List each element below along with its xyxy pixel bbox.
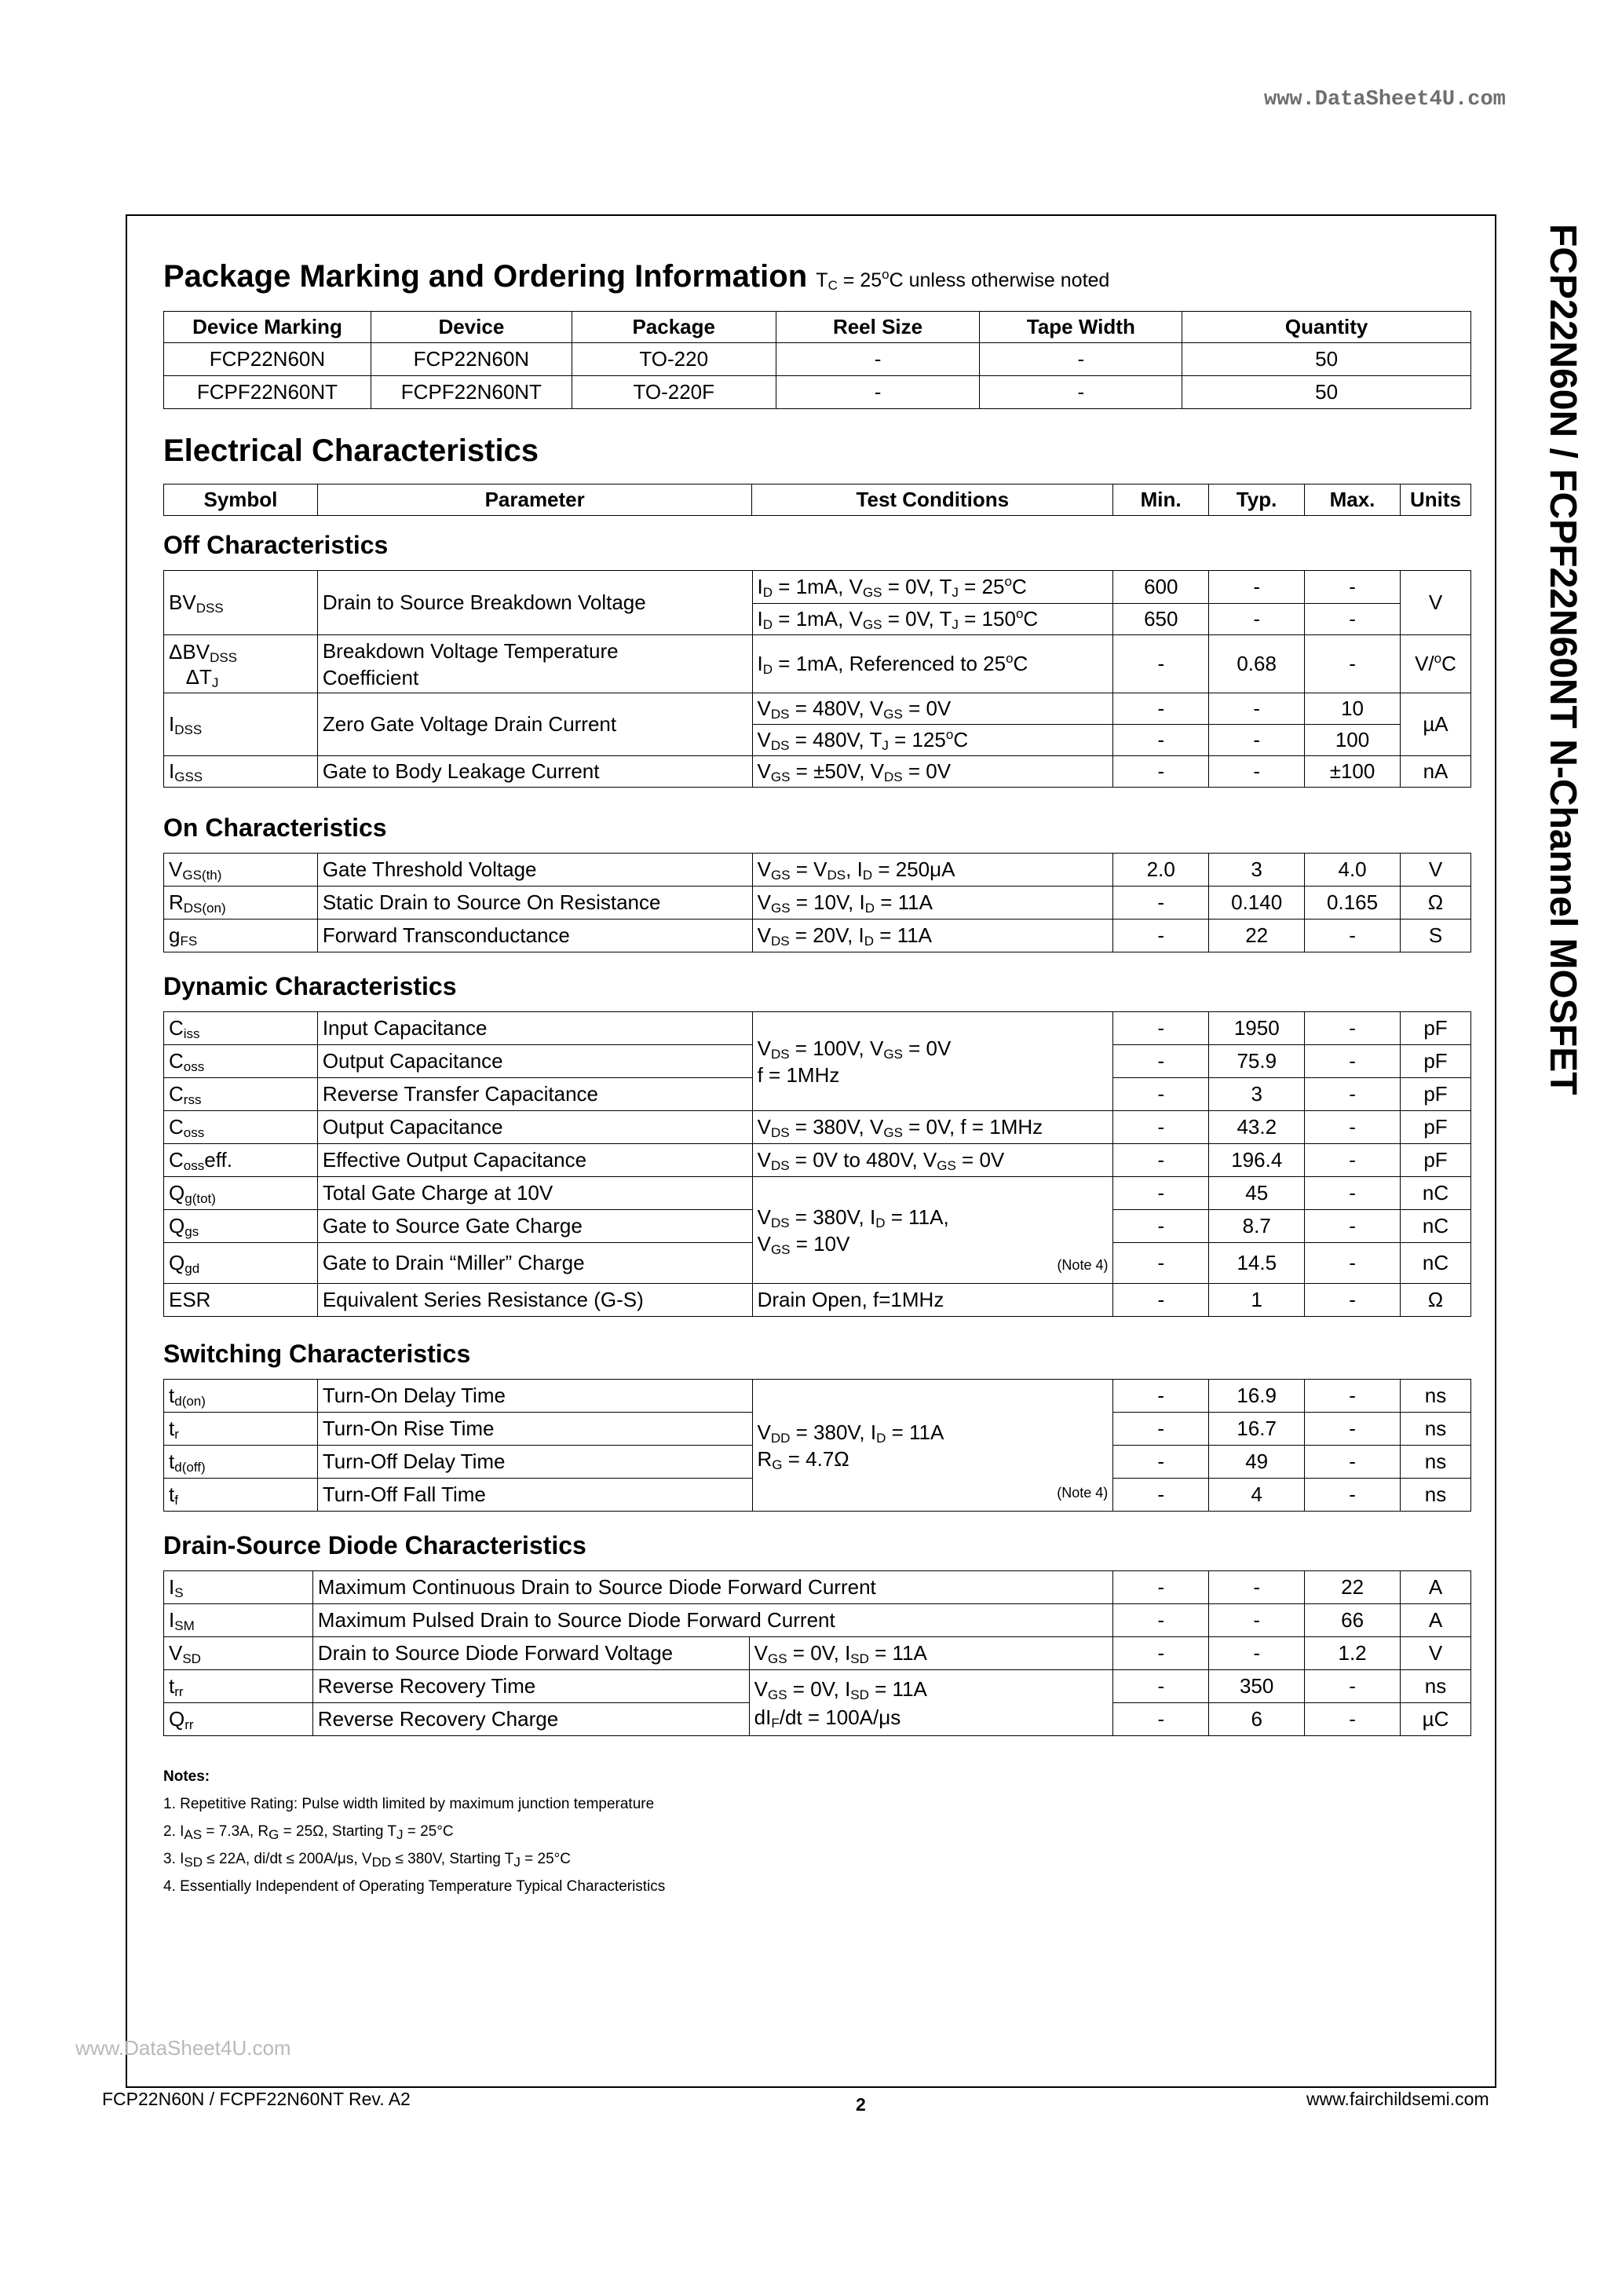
ordering-note: $T_C = 25^oC$ unless otherwise noted <box>816 267 1110 293</box>
max: - <box>1305 1177 1401 1210</box>
typ: 350 <box>1209 1670 1305 1703</box>
min: - <box>1113 1380 1209 1413</box>
side-title <box>1523 224 1602 1150</box>
typ: 196.4 <box>1209 1144 1305 1177</box>
note-1: 1. Repetitive Rating: Pulse width limited by maximum junction temperature <box>163 1796 655 1812</box>
symbol-trr: $t_{rr}$ <box>164 1670 313 1703</box>
cell: - <box>980 343 1182 376</box>
table-row <box>164 919 1471 952</box>
units: nA <box>1400 756 1470 788</box>
param: Equivalent Series Resistance (G-S) <box>317 1284 752 1317</box>
table-row <box>164 376 1471 409</box>
col-package: Package <box>572 312 776 343</box>
max: - <box>1305 1479 1401 1512</box>
watermark-top[interactable]: www.DataSheet4U.com <box>1264 88 1506 112</box>
typ: 3 <box>1209 854 1305 887</box>
note-ref: (Note 4) <box>1057 1485 1109 1501</box>
param: Breakdown Voltage Temperature Coefficient <box>317 635 752 693</box>
switching-table <box>163 1379 1471 1512</box>
min: - <box>1113 1012 1209 1045</box>
symbol-vsd: $V_{SD}$ <box>164 1637 313 1670</box>
symbol-dbvdss: $\Delta BV_{DSS}$ $\Delta T_J$ <box>164 635 318 693</box>
symbol-tf: $t_f$ <box>164 1479 318 1512</box>
table-row <box>164 1012 1471 1045</box>
param: Turn-Off Fall Time <box>317 1479 752 1512</box>
col-min: Min. <box>1113 484 1209 516</box>
typ: - <box>1209 1604 1305 1637</box>
max: - <box>1305 1243 1401 1284</box>
param: Forward Transconductance <box>317 919 752 952</box>
max: - <box>1305 1045 1401 1078</box>
col-symbol: Symbol <box>164 484 318 516</box>
max: - <box>1305 1446 1401 1479</box>
typ: 0.68 <box>1209 635 1305 693</box>
min: - <box>1113 1111 1209 1144</box>
units: A <box>1401 1571 1471 1604</box>
min: - <box>1113 919 1209 952</box>
table-row <box>164 1284 1471 1317</box>
units: V/$^o$C <box>1400 635 1470 693</box>
units: A <box>1401 1604 1471 1637</box>
note-ref: (Note 4) <box>1057 1257 1109 1273</box>
min: - <box>1113 1284 1209 1317</box>
page-number: 2 <box>856 2094 866 2115</box>
min: - <box>1113 1045 1209 1078</box>
typ: 1950 <box>1209 1012 1305 1045</box>
dynamic-table <box>163 1011 1471 1317</box>
cond: $V_{GS} = V_{DS}$, $I_D = 250\mu A$ <box>752 854 1113 887</box>
symbol-igss: $I_{GSS}$ <box>164 756 318 788</box>
param: Drain to Source Diode Forward Voltage <box>312 1637 749 1670</box>
min: - <box>1113 1177 1209 1210</box>
units: pF <box>1401 1111 1471 1144</box>
typ: 45 <box>1209 1177 1305 1210</box>
table-row <box>164 854 1471 887</box>
ordering-header-row <box>164 312 1471 343</box>
cell: 50 <box>1182 376 1471 409</box>
units: Ω <box>1401 1284 1471 1317</box>
table-row <box>164 1380 1471 1413</box>
max: ±100 <box>1305 756 1401 788</box>
table-row <box>164 1177 1471 1210</box>
min: - <box>1113 756 1209 788</box>
table-row <box>164 1144 1471 1177</box>
param: Zero Gate Voltage Drain Current <box>317 693 752 756</box>
cond: Drain Open, f=1MHz <box>752 1284 1113 1317</box>
max: - <box>1305 1284 1401 1317</box>
units: S <box>1401 919 1471 952</box>
max: - <box>1305 604 1401 635</box>
min: 650 <box>1113 604 1209 635</box>
ordering-title-text: Package Marking and Ordering Information <box>163 259 808 294</box>
symbol-qrr: $Q_{rr}$ <box>164 1703 313 1736</box>
max: - <box>1305 919 1401 952</box>
typ: - <box>1209 725 1305 756</box>
off-title: Off Characteristics <box>163 531 389 559</box>
note-4: 4. Essentially Independent of Operating Temperature Typical Characteristics <box>163 1878 666 1895</box>
typ: 22 <box>1209 919 1305 952</box>
cond: $I_D = 1mA$, $V_{GS} = 0V$, $T_J = 150^oC$ <box>752 604 1113 635</box>
notes <box>163 1763 665 1900</box>
table-row <box>164 635 1471 693</box>
max: 0.165 <box>1305 887 1401 919</box>
electrical-title: Electrical Characteristics <box>163 433 539 468</box>
param: Gate to Body Leakage Current <box>317 756 752 788</box>
col-device-marking: Device Marking <box>164 312 371 343</box>
param: Static Drain to Source On Resistance <box>317 887 752 919</box>
param: Input Capacitance <box>317 1012 752 1045</box>
typ: - <box>1209 604 1305 635</box>
max: 100 <box>1305 725 1401 756</box>
max: - <box>1305 1413 1401 1446</box>
units: pF <box>1401 1078 1471 1111</box>
max: - <box>1305 635 1401 693</box>
min: - <box>1113 1078 1209 1111</box>
units: nC <box>1401 1243 1471 1284</box>
table-row <box>164 693 1471 725</box>
param: Gate Threshold Voltage <box>317 854 752 887</box>
table-row <box>164 887 1471 919</box>
symbol-coss-eff: $C_{oss}eff$. <box>164 1144 318 1177</box>
symbol-tr: $t_r$ <box>164 1413 318 1446</box>
param: Maximum Pulsed Drain to Source Diode Forward Current <box>312 1604 1113 1637</box>
units: ns <box>1401 1479 1471 1512</box>
col-quantity: Quantity <box>1182 312 1471 343</box>
cond: $V_{DS} = 20V$, $I_D = 11A$ <box>752 919 1113 952</box>
param: Effective Output Capacitance <box>317 1144 752 1177</box>
min: - <box>1113 725 1209 756</box>
dynamic-title: Dynamic Characteristics <box>163 972 457 1000</box>
typ: - <box>1209 1637 1305 1670</box>
param: Output Capacitance <box>317 1111 752 1144</box>
symbol-tdoff: $t_{d(off)}$ <box>164 1446 318 1479</box>
min: - <box>1113 1604 1209 1637</box>
cell: FCPF22N60NT <box>164 376 371 409</box>
footer-website-link[interactable]: www.fairchildsemi.com <box>1306 2089 1489 2109</box>
on-table <box>163 853 1471 952</box>
max: 22 <box>1305 1571 1401 1604</box>
cond: $V_{DD} = 380V$, $I_D = 11A$ $R_G = 4.7\Omega$ (Note 4) <box>752 1380 1113 1512</box>
off-table <box>163 570 1471 788</box>
max: - <box>1305 1703 1401 1736</box>
typ: - <box>1209 571 1305 604</box>
cell: FCP22N60N <box>164 343 371 376</box>
cell: FCP22N60N <box>371 343 572 376</box>
cell: - <box>776 376 980 409</box>
units: V <box>1400 571 1470 635</box>
units: Ω <box>1401 887 1471 919</box>
symbol-esr: ESR <box>164 1284 318 1317</box>
notes-title: Notes: <box>163 1768 210 1785</box>
side-title-text: FCP22N60N / FCPF22N60NT N-Channel MOSFET <box>1542 224 1584 1095</box>
min: - <box>1113 1479 1209 1512</box>
symbol-is: $I_S$ <box>164 1571 313 1604</box>
param: Turn-On Delay Time <box>317 1380 752 1413</box>
col-max: Max. <box>1305 484 1401 516</box>
param: Output Capacitance <box>317 1045 752 1078</box>
note-2: 2. $I_{AS} = 7.3A$, $R_G = 25\Omega$, Starting $T_J = 25^\circ C$ <box>163 1823 454 1842</box>
units: pF <box>1401 1045 1471 1078</box>
on-title: On Characteristics <box>163 813 387 842</box>
units: ns <box>1401 1413 1471 1446</box>
col-reel-size: Reel Size <box>776 312 980 343</box>
max: - <box>1305 1210 1401 1243</box>
units: µA <box>1400 693 1470 756</box>
max: - <box>1305 1111 1401 1144</box>
max: - <box>1305 1380 1401 1413</box>
max: 4.0 <box>1305 854 1401 887</box>
max: - <box>1305 571 1401 604</box>
diode-table <box>163 1570 1471 1736</box>
min: - <box>1113 1703 1209 1736</box>
col-units: Units <box>1400 484 1470 516</box>
symbol-gfs: $g_{FS}$ <box>164 919 318 952</box>
cell: - <box>776 343 980 376</box>
cell: - <box>980 376 1182 409</box>
typ: 8.7 <box>1209 1210 1305 1243</box>
watermark-bottom[interactable]: www.DataSheet4U.com <box>75 2036 291 2060</box>
units: pF <box>1401 1144 1471 1177</box>
min: - <box>1113 887 1209 919</box>
table-row <box>164 571 1471 604</box>
param: Turn-On Rise Time <box>317 1413 752 1446</box>
cond: $V_{GS} = 0V$, $I_{SD} = 11A$ <box>749 1637 1113 1670</box>
max: - <box>1305 1144 1401 1177</box>
table-row <box>164 1637 1471 1670</box>
units: V <box>1401 1637 1471 1670</box>
electrical-header-table <box>163 484 1471 516</box>
min: - <box>1113 1446 1209 1479</box>
min: - <box>1113 1144 1209 1177</box>
cond: $V_{GS} = \pm 50V$, $V_{DS} = 0V$ <box>752 756 1113 788</box>
typ: - <box>1209 756 1305 788</box>
min: - <box>1113 1571 1209 1604</box>
table-row <box>164 343 1471 376</box>
switching-title: Switching Characteristics <box>163 1340 471 1368</box>
param: Total Gate Charge at 10V <box>317 1177 752 1210</box>
symbol-qgs: $Q_{gs}$ <box>164 1210 318 1243</box>
cell: TO-220 <box>572 343 776 376</box>
symbol-bvdss: $BV_{DSS}$ <box>164 571 318 635</box>
cell: 50 <box>1182 343 1471 376</box>
typ: 75.9 <box>1209 1045 1305 1078</box>
units: V <box>1401 854 1471 887</box>
symbol-crss: $C_{rss}$ <box>164 1078 318 1111</box>
ordering-title <box>163 259 1109 294</box>
cond: $V_{DS} = 0V$ to 480V, $V_{GS} = 0V$ <box>752 1144 1113 1177</box>
param: Maximum Continuous Drain to Source Diode Forward Current <box>312 1571 1113 1604</box>
min: - <box>1113 1210 1209 1243</box>
typ: 49 <box>1209 1446 1305 1479</box>
min: - <box>1113 693 1209 725</box>
cond: $V_{DS} = 480V$, $T_J = 125^oC$ <box>752 725 1113 756</box>
symbol-ciss: $C_{iss}$ <box>164 1012 318 1045</box>
typ: 16.9 <box>1209 1380 1305 1413</box>
min: - <box>1113 1637 1209 1670</box>
table-row <box>164 1604 1471 1637</box>
units: nC <box>1401 1210 1471 1243</box>
diode-title: Drain-Source Diode Characteristics <box>163 1531 586 1559</box>
symbol-coss: $C_{oss}$ <box>164 1045 318 1078</box>
col-tape-width: Tape Width <box>980 312 1182 343</box>
cell: TO-220F <box>572 376 776 409</box>
min: 600 <box>1113 571 1209 604</box>
table-row <box>164 1670 1471 1703</box>
col-device: Device <box>371 312 572 343</box>
cond: $V_{GS} = 10V$, $I_D = 11A$ <box>752 887 1113 919</box>
typ: 43.2 <box>1209 1111 1305 1144</box>
cond: $I_D = 1mA$, $V_{GS} = 0V$, $T_J = 25^oC$ <box>752 571 1113 604</box>
col-parameter: Parameter <box>317 484 752 516</box>
param: Reverse Recovery Charge <box>312 1703 749 1736</box>
symbol-vgsth: $V_{GS(th)}$ <box>164 854 318 887</box>
typ: 16.7 <box>1209 1413 1305 1446</box>
cond: $V_{DS} = 100V$, $V_{GS} = 0V$ f = 1MHz <box>752 1012 1113 1111</box>
typ: 14.5 <box>1209 1243 1305 1284</box>
typ: 3 <box>1209 1078 1305 1111</box>
table-row <box>164 1571 1471 1604</box>
symbol-coss: $C_{oss}$ <box>164 1111 318 1144</box>
col-test-conditions: Test Conditions <box>752 484 1113 516</box>
footer-part-number: FCP22N60N / FCPF22N60NT Rev. A2 <box>102 2089 411 2109</box>
min: - <box>1113 1243 1209 1284</box>
min: 2.0 <box>1113 854 1209 887</box>
max: - <box>1305 1670 1401 1703</box>
symbol-idss: $I_{DSS}$ <box>164 693 318 756</box>
cond: $V_{DS} = 380V$, $V_{GS} = 0V$, f = 1MHz <box>752 1111 1113 1144</box>
max: 66 <box>1305 1604 1401 1637</box>
param: Reverse Recovery Time <box>312 1670 749 1703</box>
param: Gate to Drain “Miller” Charge <box>317 1243 752 1284</box>
units: µC <box>1401 1703 1471 1736</box>
table-row <box>164 1111 1471 1144</box>
units: ns <box>1401 1446 1471 1479</box>
col-typ: Typ. <box>1209 484 1305 516</box>
units: nC <box>1401 1177 1471 1210</box>
cond: $I_D = 1mA$, Referenced to 25$^o$C <box>752 635 1113 693</box>
ordering-table <box>163 311 1471 409</box>
symbol-rdson: $R_{DS(on)}$ <box>164 887 318 919</box>
units: pF <box>1401 1012 1471 1045</box>
max: 10 <box>1305 693 1401 725</box>
units: ns <box>1401 1380 1471 1413</box>
symbol-qg: $Q_{g(tot)}$ <box>164 1177 318 1210</box>
table-row <box>164 756 1471 788</box>
max: 1.2 <box>1305 1637 1401 1670</box>
symbol-tdon: $t_{d(on)}$ <box>164 1380 318 1413</box>
min: - <box>1113 635 1209 693</box>
max: - <box>1305 1078 1401 1111</box>
param: Reverse Transfer Capacitance <box>317 1078 752 1111</box>
param: Drain to Source Breakdown Voltage <box>317 571 752 635</box>
units: ns <box>1401 1670 1471 1703</box>
typ: 6 <box>1209 1703 1305 1736</box>
typ: 0.140 <box>1209 887 1305 919</box>
max: - <box>1305 1012 1401 1045</box>
typ: - <box>1209 1571 1305 1604</box>
cond: $V_{DS} = 480V$, $V_{GS} = 0V$ <box>752 693 1113 725</box>
param: Gate to Source Gate Charge <box>317 1210 752 1243</box>
typ: - <box>1209 693 1305 725</box>
param: Turn-Off Delay Time <box>317 1446 752 1479</box>
min: - <box>1113 1413 1209 1446</box>
typ: 1 <box>1209 1284 1305 1317</box>
symbol-qgd: $Q_{gd}$ <box>164 1243 318 1284</box>
note-3: 3. $I_{SD} \le 22A$, di/dt ≤ 200A/μs, $V_{DD} \le 380V$, Starting $T_J = 25^\circ C$ <box>163 1851 571 1870</box>
min: - <box>1113 1670 1209 1703</box>
cond: $V_{GS} = 0V$, $I_{SD} = 11A$ $dI_F/dt = 100A/\mu s$ <box>749 1670 1113 1736</box>
electrical-header-row <box>164 484 1471 516</box>
typ: 4 <box>1209 1479 1305 1512</box>
cell: FCPF22N60NT <box>371 376 572 409</box>
cond: $V_{DS} = 380V$, $I_D = 11A$, $V_{GS} = 10V$ (Note 4) <box>752 1177 1113 1284</box>
symbol-ism: $I_{SM}$ <box>164 1604 313 1637</box>
